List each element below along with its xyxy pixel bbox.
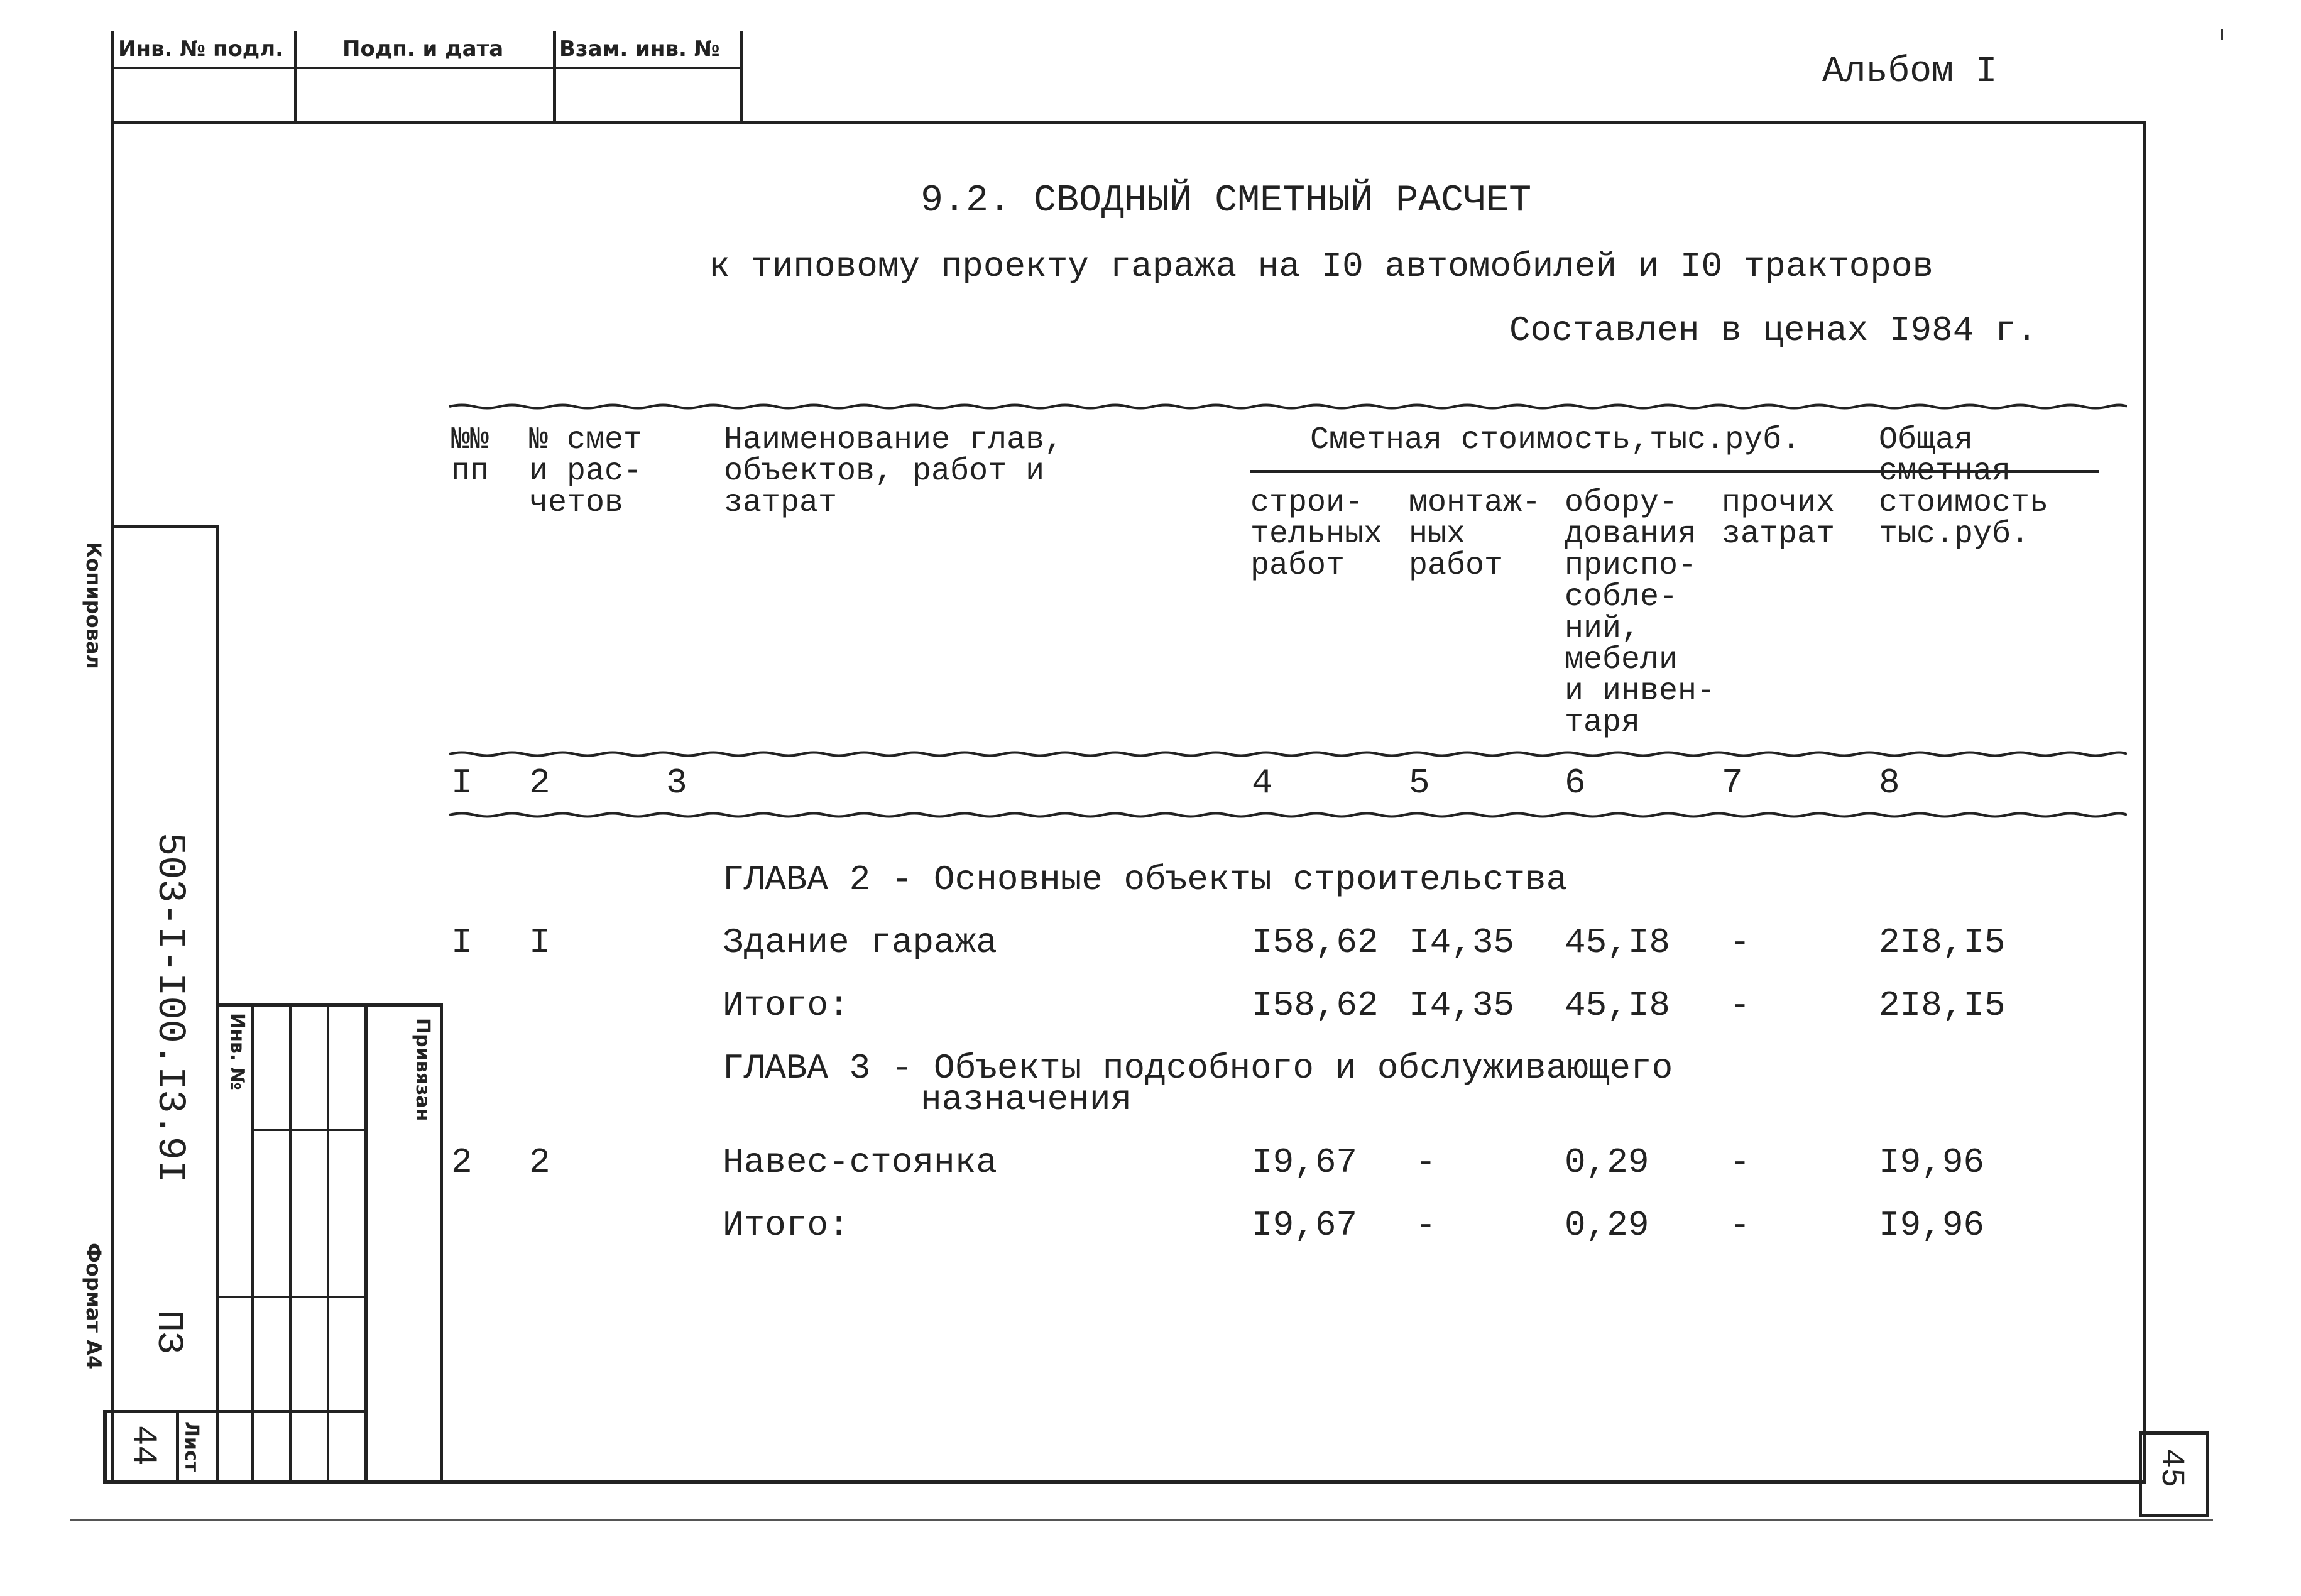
corner-tick bbox=[2221, 29, 2223, 40]
total2-name: Итого: bbox=[723, 1205, 850, 1245]
total2-c7: - bbox=[1729, 1205, 1751, 1245]
colnum-3: 3 bbox=[666, 763, 687, 803]
col6-header: обору- дования приспо- собле- ний, мебели и инвен- таря bbox=[1565, 485, 1716, 741]
kopiroval-label: Копировал bbox=[82, 542, 106, 669]
row2-c8: I9,96 bbox=[1879, 1142, 1985, 1183]
total1-c7: - bbox=[1729, 985, 1751, 1025]
col8-header: Общая сметная стоимость тыс.руб. bbox=[1879, 422, 2049, 552]
stamp-inv-podl: Инв. № подл. bbox=[118, 36, 284, 62]
row1-smeta: I bbox=[529, 922, 550, 963]
chapter2-title: ГЛАВА 2 - Основные объекты строительства bbox=[723, 860, 1568, 900]
total1-c4: I58,62 bbox=[1252, 985, 1379, 1025]
album-label: Альбом I bbox=[1822, 52, 1998, 92]
section-code: ПЗ bbox=[148, 1310, 189, 1354]
total2-c6: 0,29 bbox=[1565, 1205, 1649, 1245]
table-header-rule bbox=[449, 750, 2127, 758]
row1-n: I bbox=[451, 922, 473, 963]
colnum-4: 4 bbox=[1252, 763, 1273, 803]
stamp-podp-data: Подп. и дата bbox=[342, 36, 504, 62]
row1-c8: 2I8,I5 bbox=[1879, 922, 2006, 963]
colnum-2: 2 bbox=[529, 763, 550, 803]
row2-c7: - bbox=[1729, 1142, 1751, 1183]
row1-c7: - bbox=[1729, 922, 1751, 963]
cost-group-header: Сметная стоимость,тыс.руб. bbox=[1310, 422, 1801, 458]
table-numbers-rule bbox=[449, 811, 2127, 819]
chapter3-title: ГЛАВА 3 - Объекты подсобного и обслуживающего bbox=[723, 1048, 1673, 1088]
row1-c5: I4,35 bbox=[1409, 922, 1515, 963]
row1-c6: 45,I8 bbox=[1565, 922, 1671, 963]
total1-c6: 45,I8 bbox=[1565, 985, 1671, 1025]
col4-header: строи- тельных работ bbox=[1250, 485, 1383, 584]
col7-header: прочих затрат bbox=[1722, 485, 1835, 552]
total1-c5: I4,35 bbox=[1409, 985, 1515, 1025]
list-number: 44 bbox=[124, 1425, 162, 1466]
total1-name: Итого: bbox=[723, 985, 850, 1025]
row1-name: Здание гаража bbox=[723, 922, 997, 963]
format-label: Формат А4 bbox=[82, 1243, 106, 1370]
page-number: 45 bbox=[2153, 1448, 2190, 1488]
col1-header: №№ пп bbox=[451, 422, 489, 489]
row2-smeta: 2 bbox=[529, 1142, 550, 1183]
document-title: 9.2. СВОДНЫЙ СМЕТНЫЙ РАСЧЕТ bbox=[921, 180, 1532, 222]
total1-c8: 2I8,I5 bbox=[1879, 985, 2006, 1025]
col2-header: № смет и рас- четов bbox=[529, 422, 643, 521]
document-subtitle: к типовому проекту гаража на I0 автомобилей и I0 тракторов bbox=[709, 246, 1934, 287]
row2-n: 2 bbox=[451, 1142, 473, 1183]
colnum-1: I bbox=[451, 763, 473, 803]
colnum-6: 6 bbox=[1565, 763, 1586, 803]
stamp-vzam-inv: Взам. инв. № bbox=[559, 36, 720, 62]
col5-header: монтаж- ных работ bbox=[1409, 485, 1541, 584]
table-top-rule bbox=[449, 402, 2127, 411]
chapter3-title-cont: назначения bbox=[921, 1079, 1132, 1120]
privyazan-label: Привязан bbox=[412, 1018, 434, 1122]
row1-c4: I58,62 bbox=[1252, 922, 1379, 963]
total2-c5: - bbox=[1415, 1205, 1436, 1245]
row2-name: Навес-стоянка bbox=[723, 1142, 997, 1183]
total2-c4: I9,67 bbox=[1252, 1205, 1358, 1245]
total2-c8: I9,96 bbox=[1879, 1205, 1985, 1245]
colnum-7: 7 bbox=[1722, 763, 1743, 803]
row2-c6: 0,29 bbox=[1565, 1142, 1649, 1183]
col3-header: Наименование глав, объектов, работ и затрат bbox=[724, 422, 1064, 521]
row2-c5: - bbox=[1415, 1142, 1436, 1183]
colnum-5: 5 bbox=[1409, 763, 1430, 803]
colnum-8: 8 bbox=[1879, 763, 1900, 803]
doc-code: 503-I-I00.I3.9I bbox=[148, 833, 192, 1184]
list-label: Лист bbox=[180, 1421, 202, 1473]
prices-note: Составлен в ценах I984 г. bbox=[1509, 310, 2038, 351]
inv-no-label: Инв. № bbox=[226, 1013, 248, 1090]
row2-c4: I9,67 bbox=[1252, 1142, 1358, 1183]
